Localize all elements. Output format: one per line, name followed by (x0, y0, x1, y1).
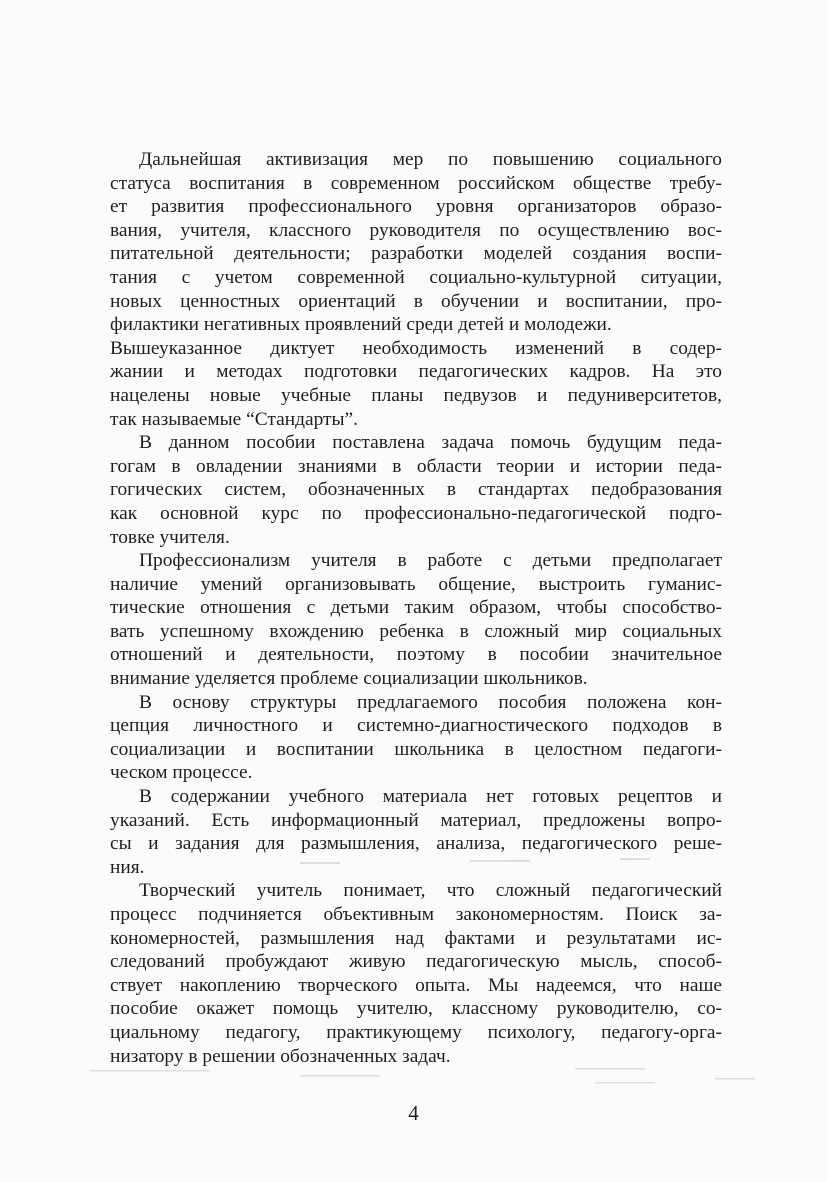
body-text (110, 148, 722, 1068)
text-line: жании и методах подготовки педагогических кадров. На это (110, 361, 722, 383)
page-number: 4 (408, 1101, 419, 1125)
text-line: социализации и воспитании школьника в целостном педагоги- (110, 738, 722, 760)
text-line: ния. (110, 856, 145, 878)
text-line: кономерностей, размышления над фактами и результатами ис- (110, 927, 722, 949)
text-line: Творческий учитель понимает, что сложный педагогический (139, 880, 722, 902)
text-line: статуса воспитания в современном российском обществе требу- (110, 172, 722, 194)
text-line: процесс подчиняется объективным закономерностям. Поиск за- (110, 904, 722, 925)
text-line: низатору в решении обозначенных задач. (110, 1045, 451, 1067)
text-line: тические отношения с детьми таким образом, чтобы способство- (110, 597, 722, 619)
text-line: филактики негативных проявлений среди детей и молодежи. (110, 314, 612, 336)
text-line: так называемые “Стандарты”. (110, 408, 358, 430)
text-line: вать успешному вхождению ребенка в сложный мир социальных (110, 620, 722, 642)
text-line: как основной курс по профессионально-педагогической подго- (110, 502, 722, 524)
text-line: Дальнейшая активизация мер по повышению социального (139, 149, 722, 170)
text-line: гогам в овладении знаниями в области теории и истории педа- (110, 455, 722, 477)
text-line: циальному педагогу, практикующему психологу, педагогу-орга- (110, 1021, 722, 1043)
text-line: ствует накоплению творческого опыта. Мы надеемся, что наше (110, 974, 722, 996)
text-line: ческом процессе. (110, 762, 253, 784)
text-line: гогических систем, обозначенных в стандартах педобразования (110, 479, 722, 501)
text-line: отношений и деятельности, поэтому в пособии значительное (110, 644, 722, 666)
text-line: тания с учетом современной социально-культурной ситуации, (110, 266, 722, 288)
text-line: В содержании учебного материала нет готовых рецептов и (139, 786, 722, 808)
text-line: Вышеуказанное диктует необходимость изменений в содер- (110, 337, 722, 359)
text-line: наличие умений организовывать общение, выстроить гуманис- (110, 573, 722, 595)
text-line: цепция личностного и системно-диагностического подходов в (110, 715, 722, 737)
text-line: товке учителя. (110, 526, 230, 548)
text-line: нацелены новые учебные планы педвузов и педуниверситетов, (110, 384, 722, 406)
text-line: вания, учителя, классного руководителя по осуществлению вос- (110, 219, 722, 241)
text-line: ет развития профессионального уровня организаторов образо- (110, 196, 722, 218)
text-line: В основу структуры предлагаемого пособия положена кон- (139, 691, 722, 713)
text-line: В данном пособии поставлена задача помочь будущим педа- (139, 432, 722, 454)
text-line: внимание уделяется проблеме социализации школьников. (110, 668, 588, 690)
text-line: следований пробуждают живую педагогическую мысль, способ- (110, 951, 722, 973)
text-line: новых ценностных ориентаций в обучении и воспитании, про- (110, 290, 722, 312)
text-line: указаний. Есть информационный материал, предложены вопро- (110, 809, 722, 831)
text-line: питательной деятельности; разработки моделей создания воспи- (110, 243, 722, 265)
text-line: сы и задания для размышления, анализа, педагогического реше- (110, 833, 722, 855)
text-line: Профессионализм учителя в работе с детьми предполагает (139, 550, 722, 572)
text-line: пособие окажет помощь учителю, классному руководителю, со- (110, 998, 722, 1020)
